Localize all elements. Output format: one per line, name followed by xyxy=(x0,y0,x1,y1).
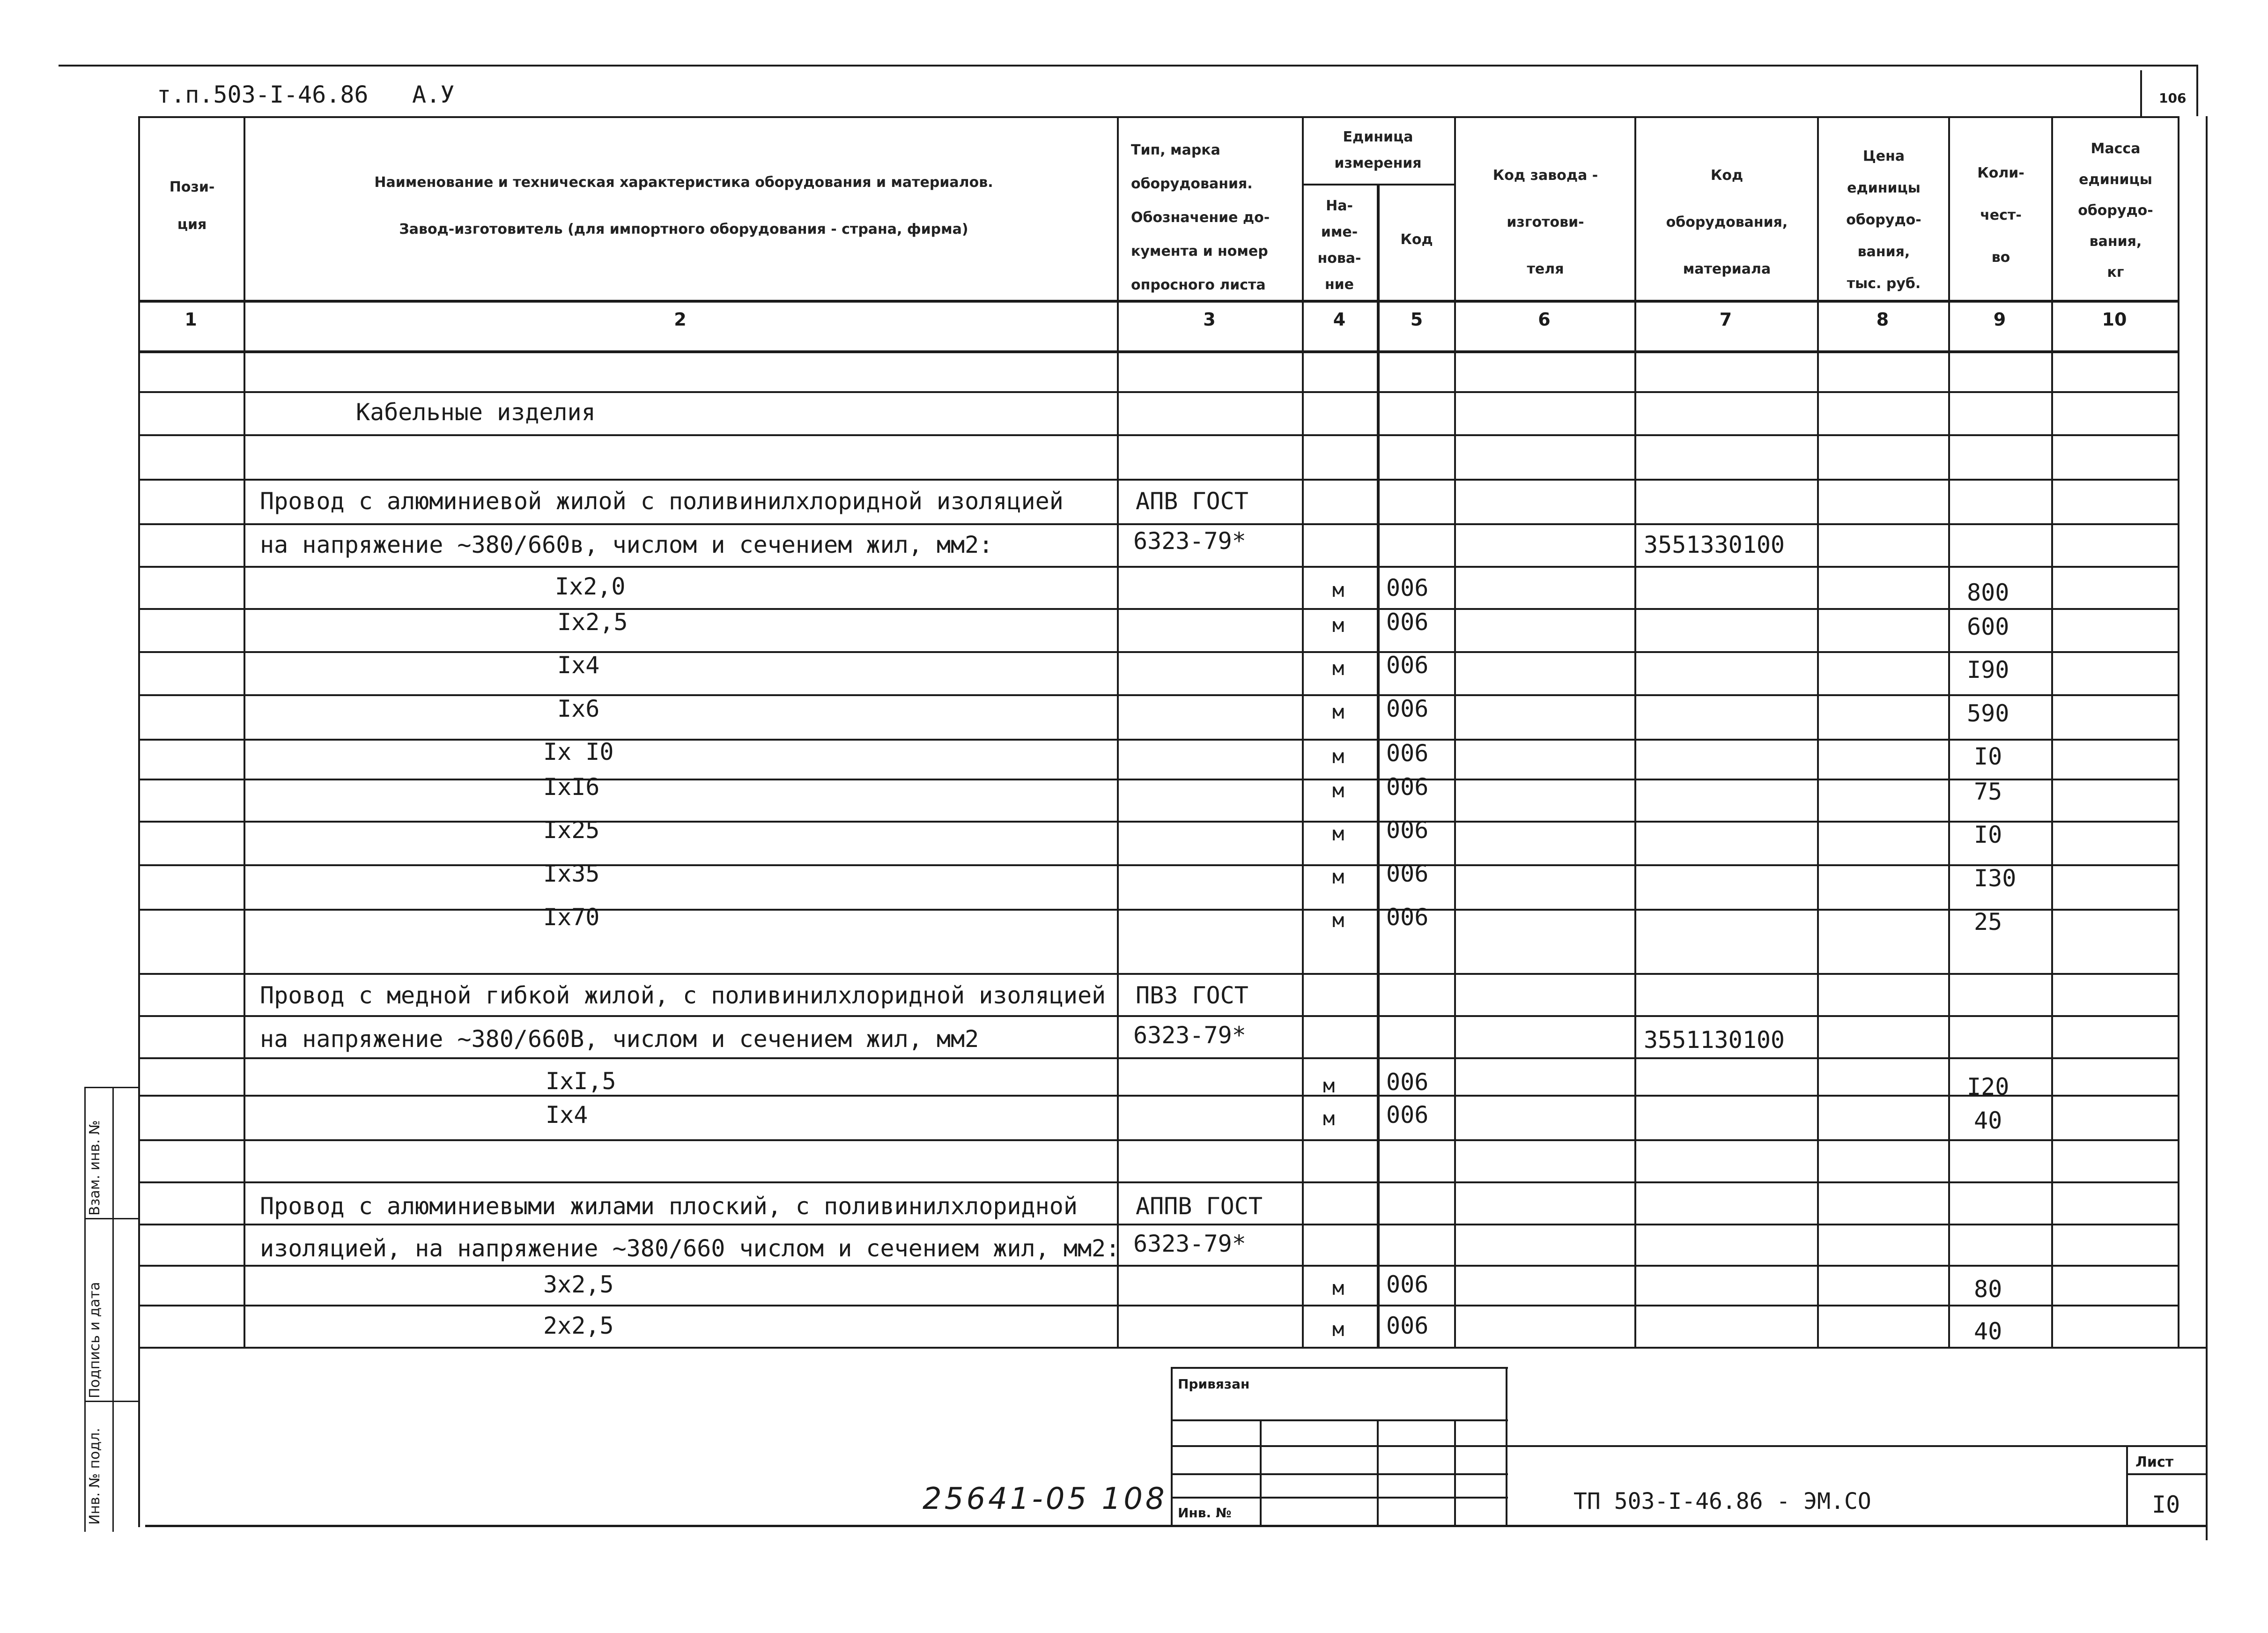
group3-type-line1: АППВ ГОСТ xyxy=(1136,1193,1263,1220)
item-quantity: 590 xyxy=(1967,700,2009,727)
group2-type-line2: 6323-79* xyxy=(1133,1022,1246,1049)
side-label-vzam: Взам. инв. № xyxy=(87,1120,103,1216)
item-unit: м xyxy=(1332,822,1345,845)
group3-desc-line1: Провод с алюминиевыми жилами плоский, с поливинилхлоридной xyxy=(260,1193,1078,1220)
group2-type-line1: ПВ3 ГОСТ xyxy=(1136,982,1249,1009)
group2-desc-line2: на напряжение ~380/660В, числом и сечением жил, мм2 xyxy=(260,1025,979,1053)
sheet-number: I0 xyxy=(2152,1491,2180,1518)
header-mass: Масса единицы оборудо- вания, кг xyxy=(2078,141,2153,281)
item-quantity: I0 xyxy=(1974,743,2002,770)
doc-reference: т.п.503-I-46.86 xyxy=(157,81,369,108)
item-unit: м xyxy=(1332,909,1345,932)
col-number: 1 xyxy=(185,309,197,330)
group1-material-code: 3551330100 xyxy=(1644,531,1785,558)
group2-material-code: 3551130100 xyxy=(1644,1026,1785,1054)
item-unit-code: 006 xyxy=(1386,1101,1429,1128)
side-label-podpis: Подпись и дата xyxy=(87,1282,103,1398)
item-quantity: 800 xyxy=(1967,579,2009,606)
item-unit-code: 006 xyxy=(1386,740,1429,767)
header-position: Пози- ция xyxy=(169,179,215,233)
album-label: А.У xyxy=(412,81,455,108)
item-name: 3x2,5 xyxy=(543,1271,614,1298)
item-name: Ix4 xyxy=(546,1101,588,1128)
item-unit: м xyxy=(1332,614,1345,637)
group1-desc-line1: Провод с алюминиевой жилой с поливинилхлоридной изоляцией xyxy=(260,488,1064,515)
item-name: Ix2,0 xyxy=(555,573,626,600)
item-quantity: 75 xyxy=(1974,778,2002,805)
document-code: ТП 503-I-46.86 - ЭМ.СО xyxy=(1574,1488,1871,1514)
item-unit-code: 006 xyxy=(1386,904,1429,931)
header-unit-code: Код xyxy=(1400,231,1433,248)
item-unit: м xyxy=(1332,779,1345,802)
privyazan-label: Привязан xyxy=(1178,1376,1250,1392)
header-factory-code: Код завода - изготови- теля xyxy=(1492,167,1598,277)
header-equipment-code: Код оборудования, материала xyxy=(1666,167,1788,277)
item-name: Ix4 xyxy=(557,652,600,679)
item-unit-code: 006 xyxy=(1386,609,1429,636)
item-quantity: 40 xyxy=(1974,1107,2002,1134)
item-name: Ix35 xyxy=(543,860,600,887)
item-name: Ix I0 xyxy=(543,738,614,765)
item-quantity: 40 xyxy=(1974,1318,2002,1345)
item-quantity: 80 xyxy=(1974,1276,2002,1303)
item-unit: м xyxy=(1332,579,1345,601)
inv-no-label: Инв. № xyxy=(1178,1505,1232,1521)
item-quantity: I0 xyxy=(1974,821,2002,848)
col-number: 7 xyxy=(1719,309,1732,330)
page-number: 106 xyxy=(2159,90,2187,106)
header-price: Цена единицы оборудо- вания, тыс. руб. xyxy=(1846,148,1921,292)
group1-type-line2: 6323-79* xyxy=(1133,527,1246,555)
header-quantity: Коли- чест- во xyxy=(1977,165,2024,266)
item-unit-code: 006 xyxy=(1386,1069,1429,1096)
item-unit: м xyxy=(1332,657,1345,680)
item-name: Ix25 xyxy=(543,816,600,844)
item-unit-code: 006 xyxy=(1386,695,1429,722)
group3-desc-line2: изоляцией, на напряжение ~380/660 числом и сечением жил, мм2: xyxy=(260,1235,1120,1262)
item-quantity: 25 xyxy=(1974,908,2002,935)
item-unit: м xyxy=(1323,1074,1335,1097)
group3-type-line2: 6323-79* xyxy=(1133,1230,1246,1257)
header-type: Тип, марка оборудования. Обозначение до- кумента и номер опросного листа xyxy=(1131,142,1270,293)
item-unit-code: 006 xyxy=(1386,652,1429,679)
item-quantity: I20 xyxy=(1967,1073,2009,1100)
header-unit-name: На- име- нова- ние xyxy=(1317,198,1361,293)
item-unit: м xyxy=(1332,1318,1345,1341)
col-number: 2 xyxy=(674,309,687,330)
item-unit: м xyxy=(1332,865,1345,888)
sheet-label: Лист xyxy=(2135,1454,2174,1470)
col-number: 10 xyxy=(2102,309,2127,330)
item-name: Ix70 xyxy=(543,904,600,931)
section-title: Кабельные изделия xyxy=(356,399,596,426)
page-box-right xyxy=(2196,65,2198,116)
item-name: Ix2,5 xyxy=(557,609,628,636)
item-unit: м xyxy=(1332,745,1345,768)
item-unit-code: 006 xyxy=(1386,574,1429,601)
side-label-inv-podl: Инв. № подл. xyxy=(87,1428,103,1525)
item-unit: м xyxy=(1323,1107,1335,1130)
group1-type-line1: АПВ ГОСТ xyxy=(1136,488,1249,515)
item-unit: м xyxy=(1332,1277,1345,1299)
handwritten-number: 25641-05 108 xyxy=(923,1482,1167,1516)
item-unit: м xyxy=(1332,700,1345,723)
item-name: Ix6 xyxy=(557,695,600,722)
item-quantity: I90 xyxy=(1967,656,2009,683)
item-name: IxI6 xyxy=(543,773,600,801)
item-unit-code: 006 xyxy=(1386,1312,1429,1339)
top-rule xyxy=(59,65,2196,67)
header-unit-group: Единица измерения xyxy=(1334,129,1422,171)
item-name: IxI,5 xyxy=(546,1068,616,1095)
col-number: 5 xyxy=(1410,309,1423,330)
item-unit-code: 006 xyxy=(1386,860,1429,887)
group2-desc-line1: Провод с медной гибкой жилой, с поливинилхлоридной изоляцией xyxy=(260,982,1106,1009)
col-number: 3 xyxy=(1203,309,1216,330)
item-unit-code: 006 xyxy=(1386,773,1429,801)
col-number: 6 xyxy=(1538,309,1551,330)
group1-desc-line2: на напряжение ~380/660в, числом и сечением жил, мм2: xyxy=(260,531,993,558)
page-box-left xyxy=(2140,70,2142,117)
item-unit-code: 006 xyxy=(1386,1271,1429,1298)
item-name: 2x2,5 xyxy=(543,1312,614,1339)
item-quantity: I30 xyxy=(1974,865,2017,892)
item-unit-code: 006 xyxy=(1386,816,1429,844)
header-name: Наименование и техническая характеристика оборудования и материалов. Завод-изготовитель (для импортного оборудования - страна, фирма) xyxy=(374,174,993,238)
item-quantity: 600 xyxy=(1967,613,2009,640)
col-number: 4 xyxy=(1333,309,1346,330)
col-number: 8 xyxy=(1876,309,1889,330)
col-number: 9 xyxy=(1993,309,2006,330)
